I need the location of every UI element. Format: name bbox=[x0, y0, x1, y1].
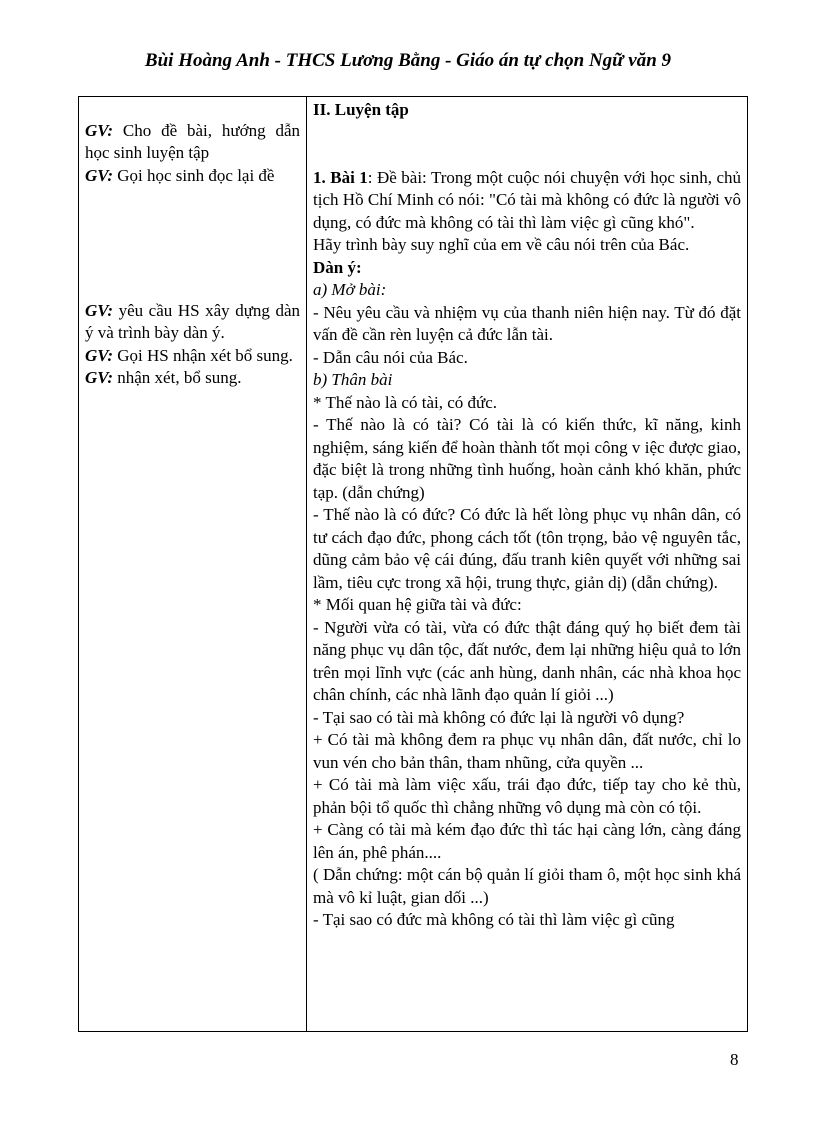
content-column bbox=[307, 97, 748, 1032]
teacher-note: GV: nhận xét, bổ sung. bbox=[85, 368, 242, 387]
outline-item: - Tại sao có đức mà không có tài thì làm việc gì cũng bbox=[313, 910, 675, 929]
outline-item: * Mối quan hệ giữa tài và đức: bbox=[313, 595, 522, 614]
page-header: Bùi Hoàng Anh - THCS Lương Bằng - Giáo án tự chọn Ngữ văn 9 bbox=[144, 50, 672, 71]
outline-heading: b) Thân bài bbox=[313, 370, 393, 389]
section-title: II. Luyện tập bbox=[313, 100, 409, 119]
page-number: 8 bbox=[730, 1050, 739, 1069]
exercise-prompt: 1. Bài 1: Đề bài: Trong một cuộc nói chuyện với học sinh, chủ tịch Hồ Chí Minh có nói: "Có tài mà không có đức là người vô dụng, có đức mà không có tài thì làm việc gì cũng khó". bbox=[313, 167, 742, 232]
teacher-activity-column bbox=[79, 97, 307, 1032]
outline-item: * Thế nào là có tài, có đức. bbox=[313, 392, 498, 412]
teacher-note: GV: Gọi HS nhận xét bổ sung. bbox=[85, 345, 293, 365]
outline-heading: a) Mở bài: bbox=[313, 280, 387, 299]
outline-item: - Thế nào là có đức? Có đức là hết lòng phục vụ nhân dân, có tư cách đạo đức, phong cách tốt (tôn trọng, bảo vệ nguyên tắc, dũng cảm bảo vệ cái đúng, đấu tranh kiên quyết với những sai lầm, tiêu cực trong xã hội, trung thực, giản dị) (dẫn chứng). bbox=[313, 505, 741, 592]
outline-item: + Càng có tài mà kém đạo đức thì tác hại càng lớn, càng đáng lên án, phê phán.... bbox=[313, 820, 741, 862]
teacher-note: GV: Gọi học sinh đọc lại đề bbox=[85, 165, 275, 185]
outline-item: ( Dẫn chứng: một cán bộ quản lí giỏi tham ô, một học sinh khá mà vô kỉ luật, gian dối ...) bbox=[313, 865, 741, 907]
outline-title: Dàn ý: bbox=[313, 257, 362, 277]
outline-item: - Thế nào là có tài? Có tài là có kiến thức, kĩ năng, kinh nghiệm, sáng kiến để hoàn thành tốt mọi công v iệc được giao, đặc biệt là trong những tình huống, hoàn cảnh khó khăn, phức tạp. (dẫn chứng) bbox=[313, 415, 741, 502]
outline-item: - Nêu yêu cầu và nhiệm vụ của thanh niên hiện nay. Từ đó đặt vấn đề cần rèn luyện cả đức lẫn tài. bbox=[313, 302, 741, 344]
outline-item: - Dẫn câu nói của Bác. bbox=[313, 347, 468, 367]
task-text: Hãy trình bày suy nghĩ của em về câu nói trên của Bác. bbox=[313, 235, 690, 254]
lesson-table bbox=[78, 96, 748, 1032]
outline-item: - Người vừa có tài, vừa có đức thật đáng quý họ biết đem tài năng phục vụ dân tộc, đất nước, đem lại những hiệu quả to lớn trên mọi lĩnh vực (các anh hùng, danh nhân, các nhà khoa học chân chính, các nhà lãnh đạo quản lí giỏi ...) bbox=[313, 617, 741, 704]
outline-item: + Có tài mà làm việc xấu, trái đạo đức, tiếp tay cho kẻ thù, phản bội tổ quốc thì chẳng những vô dụng mà còn có tội. bbox=[313, 775, 741, 817]
outline-item: + Có tài mà không đem ra phục vụ nhân dân, đất nước, chỉ lo vun vén cho bản thân, tham nhũng, cửa quyền ... bbox=[313, 730, 741, 772]
teacher-note: GV: Cho đề bài, hướng dẫn học sinh luyện tập bbox=[85, 120, 301, 162]
outline-item: - Tại sao có tài mà không có đức lại là người vô dụng? bbox=[313, 707, 685, 727]
teacher-note: GV: yêu cầu HS xây dựng dàn ý và trình bày dàn ý. bbox=[85, 300, 300, 342]
